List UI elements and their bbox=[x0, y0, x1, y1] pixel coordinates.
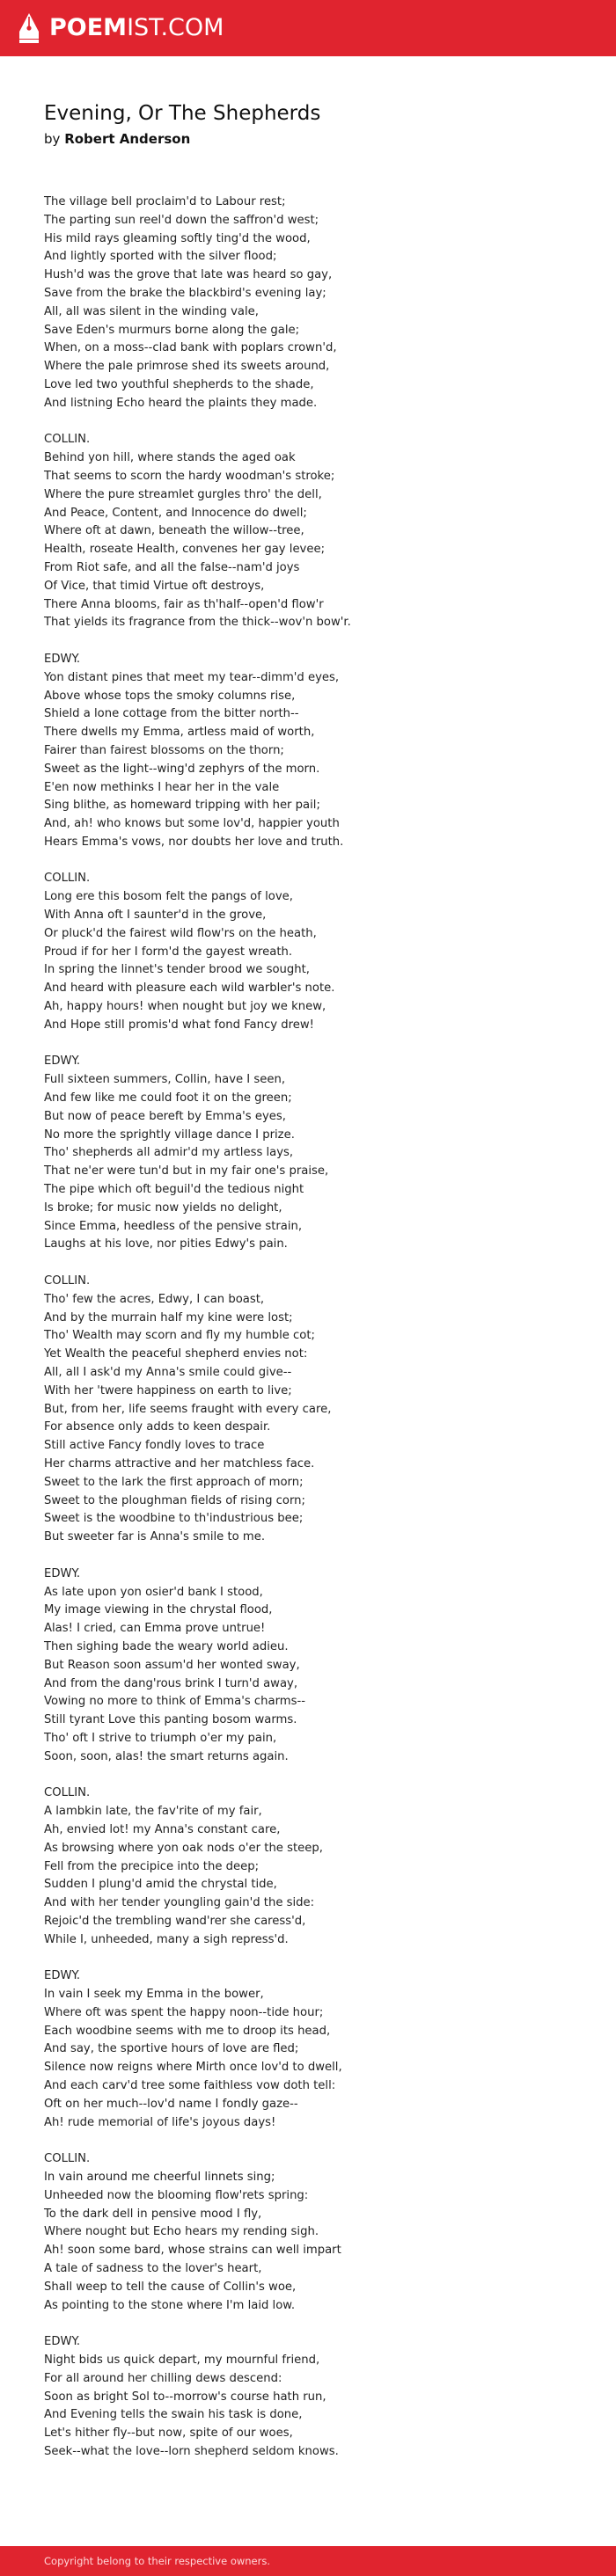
poem-line: And few like me could foot it on the green; bbox=[44, 1091, 292, 1106]
poem-line: And each carv'd tree some faithless vow doth tell: bbox=[44, 2079, 336, 2093]
poem-line: That seems to scorn the hardy woodman's stroke; bbox=[44, 469, 335, 483]
poem-line: Tho' shepherds all admir'd my artless lays, bbox=[44, 1146, 294, 1160]
poem-line: Tho' few the acres, Edwy, I can boast, bbox=[44, 1292, 265, 1306]
poem-line: For absence only adds to keen despair. bbox=[44, 1420, 271, 1434]
stanza bbox=[44, 1273, 572, 1547]
poem-line: Still tyrant Love this panting bosom warms. bbox=[44, 1713, 297, 1727]
poem-line: Hush'd was the grove that late was heard so gay, bbox=[44, 268, 333, 282]
poem-line: Night bids us quick depart, my mournful friend, bbox=[44, 2353, 320, 2368]
poem-line: Then sighing bade the weary world adieu. bbox=[44, 1639, 289, 1653]
poem-line: Behind yon hill, where stands the aged oak bbox=[44, 451, 296, 465]
poem-line: Her charms attractive and her matchless face. bbox=[44, 1456, 315, 1470]
poem-line: Above whose tops the smoky columns rise, bbox=[44, 689, 296, 703]
poem-line: When, on a moss--clad bank with poplars crown'd, bbox=[44, 341, 337, 355]
poem-line: A tale of sadness to the lover's heart, bbox=[44, 2262, 262, 2276]
poem-line: Long ere this bosom felt the pangs of love, bbox=[44, 890, 293, 904]
poem-line: For all around her chilling dews descend: bbox=[44, 2371, 282, 2385]
poem-line: Of Vice, that timid Virtue oft destroys, bbox=[44, 579, 265, 593]
stanza bbox=[44, 870, 572, 1034]
poem-line: Hears Emma's vows, nor doubts her love and truth. bbox=[44, 835, 344, 849]
poem-container bbox=[44, 99, 572, 2480]
poem-line: To the dark dell in pensive mood I fly, bbox=[44, 2207, 262, 2221]
stanza bbox=[44, 1565, 572, 1767]
poem-line: Laughs at his love, nor pities Edwy's pain. bbox=[44, 1237, 288, 1252]
poem-line: Tho' Wealth may scorn and fly my humble cot; bbox=[44, 1329, 315, 1343]
poem-line: Ah! rude memorial of life's joyous days! bbox=[44, 2115, 276, 2129]
poem-line: Still active Fancy fondly loves to trace bbox=[44, 1439, 265, 1453]
poem-title: Evening, Or The Shepherds bbox=[44, 102, 321, 125]
footer-bar bbox=[0, 2546, 616, 2576]
poem-line: Let's hither fly--but now, spite of our woes, bbox=[44, 2426, 293, 2441]
top-bar bbox=[0, 0, 616, 56]
poem-line: Ah, envied lot! my Anna's constant care, bbox=[44, 1822, 281, 1836]
poem-line: In vain I seek my Emma in the bower, bbox=[44, 1988, 264, 2002]
logo-text-light: IST.COM bbox=[127, 14, 224, 41]
poem-line: EDWY. bbox=[44, 652, 81, 666]
poem-line: The parting sun reel'd down the saffron'd west; bbox=[44, 213, 319, 227]
poem-line: Is broke; for music now yields no delight, bbox=[44, 1200, 282, 1215]
stanza bbox=[44, 193, 572, 413]
poem-line: Sudden I plung'd amid the chrystal tide, bbox=[44, 1878, 277, 1892]
poem-line: Sing blithe, as homeward tripping with her pail; bbox=[44, 799, 320, 813]
poem-line: And, ah! who knows but some lov'd, happier youth bbox=[44, 817, 340, 831]
pen-nib-icon bbox=[18, 12, 40, 44]
poem-line: And by the murrain half my kine were lost; bbox=[44, 1310, 293, 1324]
poem-line: Sweet as the light--wing'd zephyrs of the morn. bbox=[44, 762, 320, 776]
poem-line: Rejoic'd the trembling wand'rer she caress'd, bbox=[44, 1914, 306, 1928]
site-logo[interactable] bbox=[18, 12, 224, 44]
poem-line: Fairer than fairest blossoms on the thorn; bbox=[44, 743, 284, 757]
poem-line: Each woodbine seems with me to droop its head, bbox=[44, 2024, 331, 2038]
copyright-text: Copyright belong to their respective owners. bbox=[44, 2555, 271, 2567]
poem-line: The pipe which oft beguil'd the tedious night bbox=[44, 1183, 304, 1197]
poem-body bbox=[44, 193, 572, 2462]
poem-line: COLLIN. bbox=[44, 1786, 91, 1800]
poem-line: Full sixteen summers, Collin, have I seen, bbox=[44, 1073, 286, 1087]
poem-line: Or pluck'd the fairest wild flow'rs on the heath, bbox=[44, 926, 317, 940]
poem-line: Love led two youthful shepherds to the shade, bbox=[44, 377, 314, 391]
poem-line: And lightly sported with the silver flood; bbox=[44, 250, 277, 264]
poem-line: That yields its fragrance from the thick--wov'n bow'r. bbox=[44, 616, 351, 630]
poem-line: Ah! soon some bard, whose strains can well impart bbox=[44, 2244, 341, 2258]
poem-line: But, from her, life seems fraught with every care, bbox=[44, 1402, 332, 1416]
poem-line: Where nought but Echo hears my rending sigh. bbox=[44, 2225, 319, 2239]
poem-line: Save from the brake the blackbird's evening lay; bbox=[44, 286, 326, 300]
poem-line: But Reason soon assum'd her wonted sway, bbox=[44, 1658, 300, 1672]
poem-line: Silence now reigns where Mirth once lov'd to dwell, bbox=[44, 2061, 342, 2075]
poem-line: All, all was silent in the winding vale, bbox=[44, 304, 259, 318]
poem-line: Ah, happy hours! when nought but joy we knew, bbox=[44, 1000, 326, 1014]
poem-line: EDWY. bbox=[44, 1969, 81, 1983]
poem-line: Shall weep to tell the cause of Collin's woe, bbox=[44, 2280, 297, 2294]
poem-line: And listning Echo heard the plaints they made. bbox=[44, 396, 318, 410]
poem-line: Since Emma, heedless of the pensive strain, bbox=[44, 1219, 303, 1233]
poem-line: Sweet to the ploughman fields of rising corn; bbox=[44, 1493, 305, 1507]
stanza bbox=[44, 2150, 572, 2315]
poem-line: Unheeded now the blooming flow'rets spring: bbox=[44, 2188, 309, 2202]
poem-line: The village bell proclaim'd to Labour rest; bbox=[44, 195, 286, 208]
poem-line: Sweet is the woodbine to th'industrious bee; bbox=[44, 1512, 304, 1526]
poem-line: Where oft at dawn, beneath the willow--tree, bbox=[44, 524, 304, 538]
poem-line: COLLIN. bbox=[44, 2152, 91, 2166]
poem-line: But sweeter far is Anna's smile to me. bbox=[44, 1530, 266, 1544]
poem-line: His mild rays gleaming softly ting'd the wood, bbox=[44, 231, 311, 245]
poem-line: There dwells my Emma, artless maid of worth, bbox=[44, 726, 315, 740]
by-label: by bbox=[44, 131, 61, 147]
stanza bbox=[44, 1784, 572, 1949]
poem-line: Shield a lone cottage from the bitter north-- bbox=[44, 707, 299, 721]
poem-line: COLLIN. bbox=[44, 872, 91, 886]
poem-line: There Anna blooms, fair as th'half--open'd flow'r bbox=[44, 597, 324, 611]
poem-line: In vain around me cheerful linnets sing; bbox=[44, 2171, 275, 2185]
poem-line: Sweet to the lark the first approach of morn; bbox=[44, 1475, 304, 1489]
logo-text bbox=[49, 12, 224, 44]
poem-line: Save Eden's murmurs borne along the gale; bbox=[44, 323, 300, 337]
poem-line: Vowing no more to think of Emma's charms-- bbox=[44, 1695, 306, 1709]
poem-line: No more the sprightly village dance I prize. bbox=[44, 1127, 295, 1142]
poem-line: Soon as bright Sol to--morrow's course hath run, bbox=[44, 2390, 326, 2404]
poem-line: With her 'twere happiness on earth to live; bbox=[44, 1383, 292, 1397]
poem-line: Where the pure streamlet gurgles thro' the dell, bbox=[44, 487, 322, 501]
poem-line: As pointing to the stone where I'm laid low. bbox=[44, 2298, 296, 2312]
poem-line: In spring the linnet's tender brood we sought, bbox=[44, 963, 310, 977]
poem-line: Alas! I cried, can Emma prove untrue! bbox=[44, 1622, 266, 1636]
poem-line: Where oft was spent the happy noon--tide hour; bbox=[44, 2005, 324, 2019]
poem-line: While I, unheeded, many a sigh repress'd. bbox=[44, 1932, 289, 1946]
stanza bbox=[44, 1967, 572, 2132]
poem-line: And with her tender youngling gain'd the side: bbox=[44, 1896, 315, 1910]
poem-line: From Riot safe, and all the false--nam'd joys bbox=[44, 560, 300, 574]
poem-line: And Hope still promis'd what fond Fancy drew! bbox=[44, 1018, 314, 1032]
poem-line: E'en now methinks I hear her in the vale bbox=[44, 780, 280, 794]
poem-line: With Anna oft I saunter'd in the grove, bbox=[44, 909, 267, 923]
author-link[interactable]: Robert Anderson bbox=[64, 131, 191, 147]
stanza bbox=[44, 1053, 572, 1254]
poem-line: Yet Wealth the peaceful shepherd envies not: bbox=[44, 1347, 308, 1361]
stanza bbox=[44, 651, 572, 852]
poem-line: Yon distant pines that meet my tear--dimm'd eyes, bbox=[44, 670, 340, 684]
poem-line: EDWY. bbox=[44, 1054, 81, 1069]
poem-line: Health, roseate Health, convenes her gay levee; bbox=[44, 543, 326, 557]
poem-line: COLLIN. bbox=[44, 1274, 91, 1288]
poem-line: And Evening tells the swain his task is done, bbox=[44, 2408, 303, 2422]
poem-line: Where the pale primrose shed its sweets around, bbox=[44, 360, 330, 374]
poem-line: And from the dang'rous brink I turn'd away, bbox=[44, 1676, 298, 1690]
poem-line: Oft on her much--lov'd name I fondly gaze-- bbox=[44, 2097, 298, 2111]
poem-line: Proud if for her I form'd the gayest wreath. bbox=[44, 945, 293, 959]
poem-line: Tho' oft I strive to triumph o'er my pain, bbox=[44, 1731, 277, 1745]
poem-line: As browsing where yon oak nods o'er the steep, bbox=[44, 1841, 323, 1855]
byline bbox=[44, 130, 572, 148]
poem-line: Fell from the precipice into the deep; bbox=[44, 1859, 260, 1873]
logo-text-bold: POEM bbox=[49, 14, 128, 41]
poem-line: But now of peace bereft by Emma's eyes, bbox=[44, 1109, 286, 1123]
poem-line: All, all I ask'd my Anna's smile could give-- bbox=[44, 1366, 292, 1379]
poem-line: Soon, soon, alas! the smart returns again. bbox=[44, 1749, 289, 1763]
poem-line: COLLIN. bbox=[44, 433, 91, 447]
poem-line: EDWY. bbox=[44, 1566, 81, 1580]
poem-line: And heard with pleasure each wild warbler's note. bbox=[44, 982, 335, 996]
stanza bbox=[44, 431, 572, 632]
poem-line: A lambkin late, the fav'rite of my fair, bbox=[44, 1805, 262, 1819]
stanza bbox=[44, 2333, 572, 2462]
poem-line: And Peace, Content, and Innocence do dwell; bbox=[44, 506, 307, 520]
poem-line: As late upon yon osier'd bank I stood, bbox=[44, 1585, 263, 1599]
poem-line: EDWY. bbox=[44, 2335, 81, 2349]
poem-line: And say, the sportive hours of love are fled; bbox=[44, 2042, 299, 2056]
poem-line: Seek--what the love--lorn shepherd seldom knows. bbox=[44, 2445, 339, 2459]
poem-line: My image viewing in the chrystal flood, bbox=[44, 1603, 273, 1617]
poem-line: That ne'er were tun'd but in my fair one's praise, bbox=[44, 1164, 329, 1179]
